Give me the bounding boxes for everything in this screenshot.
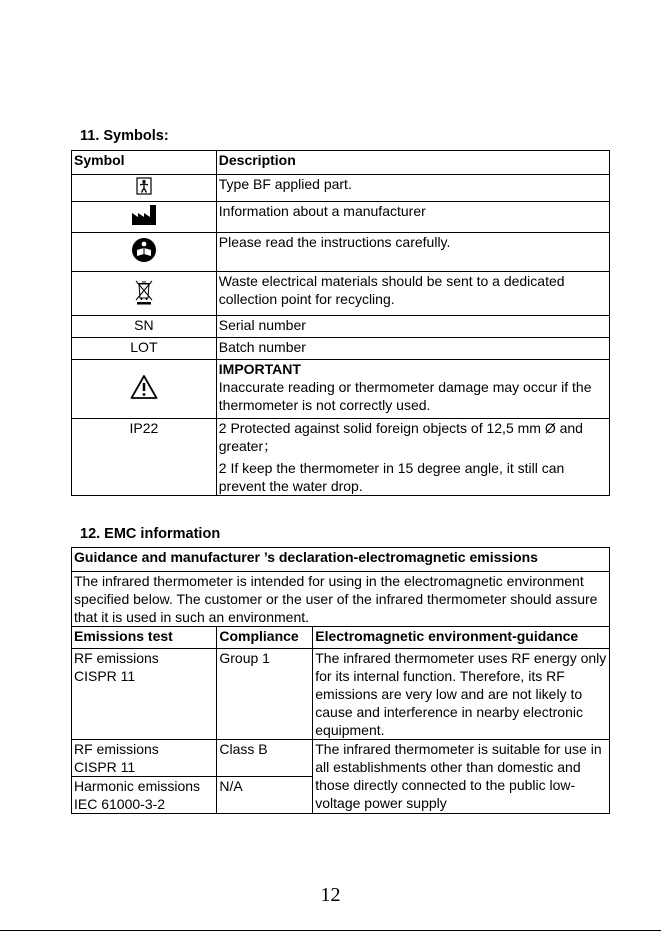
section-heading-symbols: 11. Symbols: xyxy=(80,128,169,144)
table-row xyxy=(72,202,610,233)
compliance-cell: Class B xyxy=(217,740,313,777)
description-cell: Serial number xyxy=(216,316,609,338)
col-guidance-header: Electromagnetic environment-guidance xyxy=(313,627,610,649)
type-bf-applied-part-icon xyxy=(136,177,152,195)
description-cell: Batch number xyxy=(216,338,609,360)
bottom-divider xyxy=(0,930,661,931)
symbol-text-cell: IP22 xyxy=(72,419,217,496)
table-row xyxy=(72,740,610,777)
compliance-cell: N/A xyxy=(217,777,313,814)
emissions-test-cell: RF emissions xyxy=(74,650,159,666)
col-emissions-test-header: Emissions test xyxy=(72,627,217,649)
table-row xyxy=(72,175,610,202)
section-heading-emc: 12. EMC information xyxy=(80,526,221,542)
description-cell-2: 2 If keep the thermometer in 15 degree angle, it still can prevent the water drop. xyxy=(218,460,565,494)
warning-triangle-icon xyxy=(130,374,158,400)
manufacturer-icon xyxy=(131,204,157,226)
emissions-test-standard: CISPR 11 xyxy=(74,668,136,684)
table-row xyxy=(72,338,610,360)
table-row xyxy=(72,316,610,338)
col-description-header: Description xyxy=(216,151,609,175)
table-row xyxy=(72,360,610,419)
description-cell: 2 Protected against solid foreign objects of 12,5 mm Ø and greater； xyxy=(218,420,583,454)
emc-table-title: Guidance and manufacturer ’s declaration-electromagnetic emissions xyxy=(72,548,610,572)
table-row xyxy=(72,649,610,740)
guidance-cell: The infrared thermometer is suitable for use in all establishments other than domestic and those directly connected to the public low-voltage power supply xyxy=(313,740,610,814)
symbol-text-cell: LOT xyxy=(72,338,217,360)
read-instructions-icon xyxy=(131,237,157,263)
table-row xyxy=(72,233,610,272)
table-row xyxy=(72,272,610,316)
emissions-test-standard: IEC 61000-3-2 xyxy=(74,796,166,812)
emissions-test-standard: CISPR 11 xyxy=(74,759,136,775)
emc-table xyxy=(71,547,610,814)
description-cell: Please read the instructions carefully. xyxy=(216,233,609,272)
emc-intro: The infrared thermometer is intended for using in the electromagnetic environment specified below. The customer or the user of the infrared thermometer should assure that it is used in such an environment. xyxy=(72,572,610,627)
col-compliance-header: Compliance xyxy=(217,627,313,649)
guidance-cell: The infrared thermometer uses RF energy only for its internal function. Therefore, its RF emissions are very low and are not likely to cause and interference in nearby electronic equipment. xyxy=(313,649,610,740)
page-number: 12 xyxy=(320,884,341,906)
weee-crossed-bin-icon xyxy=(134,279,154,305)
description-cell: Waste electrical materials should be sent to a dedicated collection point for recycling. xyxy=(216,272,609,316)
symbols-table xyxy=(71,150,610,496)
description-cell: Inaccurate reading or thermometer damage may occur if the thermometer is not correctly used. xyxy=(218,379,592,413)
emissions-test-cell: Harmonic emissions xyxy=(74,778,201,794)
col-symbol-header: Symbol xyxy=(72,151,217,175)
description-cell: Type BF applied part. xyxy=(216,175,609,202)
description-cell: Information about a manufacturer xyxy=(216,202,609,233)
important-title: IMPORTANT xyxy=(218,361,301,377)
symbol-text-cell: SN xyxy=(72,316,217,338)
compliance-cell: Group 1 xyxy=(217,649,313,740)
table-row xyxy=(72,419,610,496)
emissions-test-cell: RF emissions xyxy=(74,741,159,757)
